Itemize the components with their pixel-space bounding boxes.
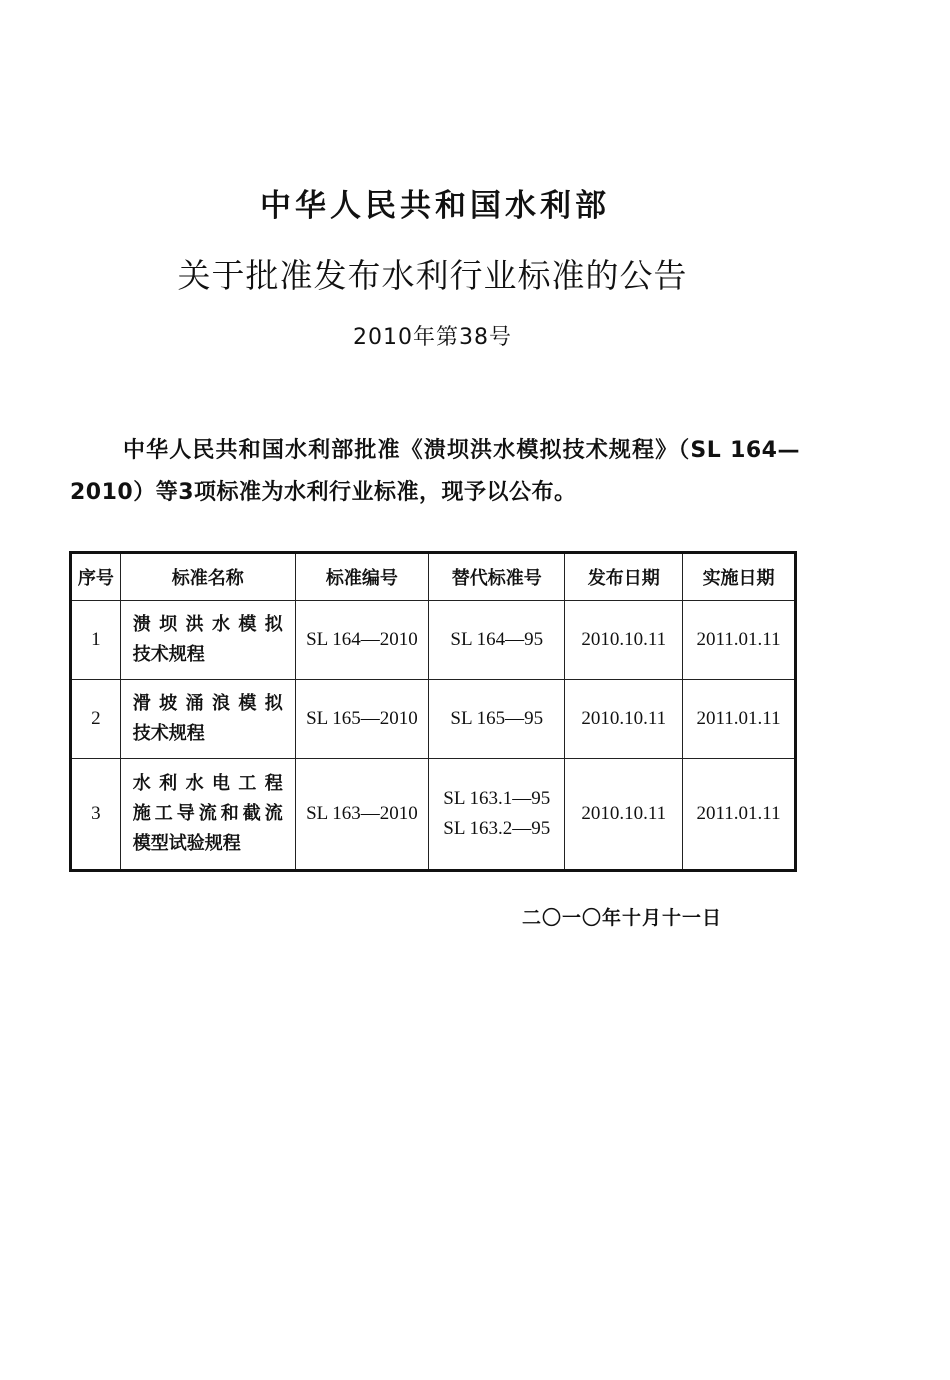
- issuing-authority: 中华人民共和国水利部: [260, 188, 610, 224]
- cell-no: 2: [71, 680, 121, 759]
- cell-effective-date: 2011.01.11: [683, 759, 796, 871]
- col-header-code: 标准编号: [295, 553, 428, 601]
- announcement-paragraph: 中华人民共和国水利部批准《溃坝洪水模拟技术规程》（SL 164—2010）等3项标准为水利行业标准，现予以公布。: [70, 438, 800, 505]
- cell-no: 1: [71, 601, 121, 680]
- cell-name: [120, 759, 295, 871]
- standards-table: [69, 551, 797, 872]
- name-line: 技术规程: [132, 644, 205, 665]
- cell-code: SL 163—2010: [295, 759, 428, 871]
- cell-replaces: [429, 601, 565, 680]
- table-row: [71, 601, 796, 680]
- cell-effective-date: 2011.01.11: [683, 680, 796, 759]
- col-header-issue-date: 发布日期: [565, 553, 683, 601]
- cell-issue-date: 2010.10.11: [565, 601, 683, 680]
- col-header-replaces: 替代标准号: [429, 553, 565, 601]
- cell-replaces: [429, 680, 565, 759]
- table-row: [71, 680, 796, 759]
- name-line: 施工导流和截流: [132, 803, 283, 824]
- document-number: 2010年第38号: [353, 325, 512, 350]
- cell-code: SL 165—2010: [295, 680, 428, 759]
- name-line: 技术规程: [132, 723, 205, 744]
- name-line: 滑坡涌浪模拟: [132, 693, 283, 714]
- cell-no: 3: [71, 759, 121, 871]
- cell-issue-date: 2010.10.11: [565, 680, 683, 759]
- announcement-title: 关于批准发布水利行业标准的公告: [177, 256, 688, 295]
- cell-issue-date: 2010.10.11: [565, 759, 683, 871]
- col-header-no: 序号: [71, 553, 121, 601]
- name-line: 模型试验规程: [132, 833, 241, 854]
- cell-name: [120, 680, 295, 759]
- replaced-standard: SL 164—95: [450, 629, 544, 650]
- table-row: [71, 759, 796, 871]
- name-line: 溃坝洪水模拟: [132, 614, 283, 635]
- replaced-standard: SL 163.2—95: [443, 818, 551, 839]
- table-header-row: [71, 553, 796, 601]
- cell-name: [120, 601, 295, 680]
- cell-effective-date: 2011.01.11: [683, 601, 796, 680]
- cell-replaces: [429, 759, 565, 871]
- name-line: 水利水电工程: [132, 773, 283, 794]
- signing-date: 二〇一〇年十月十一日: [522, 907, 723, 929]
- replaced-standard: SL 163.1—95: [443, 788, 551, 809]
- col-header-name: 标准名称: [120, 553, 295, 601]
- cell-code: SL 164—2010: [295, 601, 428, 680]
- replaced-standard: SL 165—95: [450, 708, 544, 729]
- col-header-effective-date: 实施日期: [683, 553, 796, 601]
